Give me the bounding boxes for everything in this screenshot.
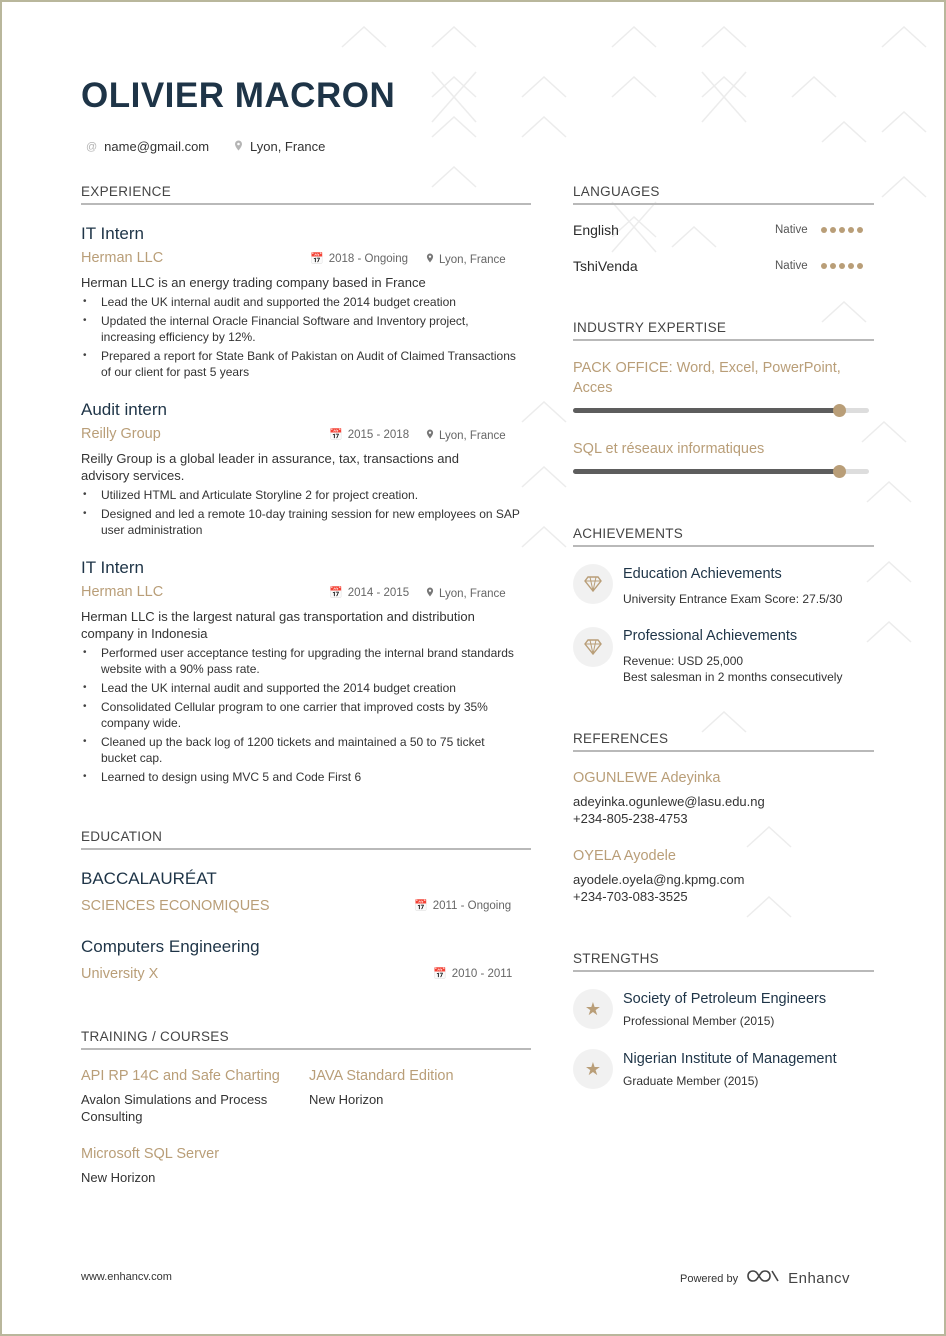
job-dates: 📅 2014 - 2015 bbox=[329, 586, 410, 599]
reference-email: adeyinka.ogunlewe@lasu.edu.ng bbox=[573, 794, 765, 809]
language-dots bbox=[821, 227, 863, 233]
list-item: • Utilized HTML and Articulate Storyline 2 for project creation. bbox=[81, 487, 521, 503]
section-rule bbox=[81, 848, 531, 850]
map-pin-icon bbox=[426, 253, 434, 266]
reference-phone: +234-805-238-4753 bbox=[573, 811, 688, 826]
course-title: Microsoft SQL Server bbox=[81, 1146, 220, 1162]
reference-email: ayodele.oyela@ng.kpmg.com bbox=[573, 872, 745, 887]
job-location: Lyon, France bbox=[426, 253, 506, 266]
level-dot bbox=[848, 263, 854, 269]
language-dots bbox=[821, 263, 863, 269]
job-description: Herman LLC is the largest natural gas transportation and distribution company in Indonesia bbox=[81, 609, 475, 641]
list-item: • Lead the UK internal audit and supported the 2014 budget creation bbox=[81, 680, 521, 696]
language-name: English bbox=[573, 222, 619, 238]
course-title: API RP 14C and Safe Charting bbox=[81, 1068, 280, 1084]
job-company: Herman LLC bbox=[81, 250, 164, 266]
reference-name: OYELA Ayodele bbox=[573, 848, 676, 864]
education-degree: BACCALAURÉAT bbox=[81, 869, 217, 888]
section-title-education: EDUCATION bbox=[81, 829, 163, 844]
strength-detail: Professional Member (2015) bbox=[623, 1014, 775, 1028]
strength-detail: Graduate Member (2015) bbox=[623, 1074, 759, 1088]
level-dot bbox=[839, 263, 845, 269]
section-title-references: REFERENCES bbox=[573, 731, 669, 746]
skill-bar bbox=[573, 408, 869, 413]
skill-bar-fill bbox=[573, 469, 839, 474]
star-icon: ★ bbox=[573, 1049, 613, 1089]
level-dot bbox=[821, 263, 827, 269]
job-title: IT Intern bbox=[81, 224, 144, 243]
job-location: Lyon, France bbox=[426, 429, 506, 442]
section-rule bbox=[573, 750, 874, 752]
footer-brand bbox=[680, 1268, 850, 1289]
achievement-detail: University Entrance Exam Score: 27.5/30 bbox=[623, 592, 843, 606]
job-dates: 📅 2015 - 2018 bbox=[329, 428, 410, 441]
email-text: name@gmail.com bbox=[104, 139, 210, 154]
level-dot bbox=[839, 227, 845, 233]
section-title-industry: INDUSTRY EXPERTISE bbox=[573, 320, 727, 335]
achievement-detail: Best salesman in 2 months consecutively bbox=[623, 670, 843, 684]
list-item: • Consolidated Cellular program to one carrier that improved costs by 35% company wide. bbox=[81, 699, 521, 731]
list-item: • Cleaned up the back log of 1200 tickets and maintained a 50 to 75 ticket bucket cap. bbox=[81, 734, 521, 766]
powered-by-text: Powered by bbox=[680, 1272, 739, 1285]
reference-phone: +234-703-083-3525 bbox=[573, 889, 688, 904]
map-pin-icon bbox=[426, 429, 434, 442]
course-provider: New Horizon bbox=[309, 1092, 384, 1107]
level-dot bbox=[857, 263, 863, 269]
section-rule bbox=[81, 203, 531, 205]
strength-title: Nigerian Institute of Management bbox=[623, 1051, 837, 1067]
course-title: JAVA Standard Edition bbox=[309, 1068, 454, 1084]
at-icon: @ bbox=[86, 140, 98, 153]
language-level: Native bbox=[775, 260, 808, 272]
education-dates: 📅 2010 - 2011 bbox=[433, 967, 513, 980]
calendar-icon: 📅 bbox=[329, 587, 343, 599]
job-dates: 📅 2018 - Ongoing bbox=[310, 252, 408, 265]
job-bullets bbox=[81, 645, 521, 788]
education-degree: Computers Engineering bbox=[81, 937, 260, 956]
strength-title: Society of Petroleum Engineers bbox=[623, 991, 827, 1007]
diamond-icon bbox=[573, 564, 613, 604]
job-description: Herman LLC is an energy trading company based in France bbox=[81, 275, 426, 290]
enhancv-logo-icon bbox=[746, 1268, 780, 1289]
section-title-achievements: ACHIEVEMENTS bbox=[573, 526, 684, 541]
skill-bar bbox=[573, 469, 869, 474]
list-item: • Performed user acceptance testing for upgrading the internal brand standards website with a 90% pass rate. bbox=[81, 645, 521, 677]
location-text: Lyon, France bbox=[250, 139, 326, 154]
list-item: • Learned to design using MVC 5 and Code First 6 bbox=[81, 769, 521, 785]
section-title-experience: EXPERIENCE bbox=[81, 184, 172, 199]
skill-bar-fill bbox=[573, 408, 839, 413]
calendar-icon: 📅 bbox=[329, 429, 343, 441]
diamond-icon bbox=[573, 627, 613, 667]
language-level: Native bbox=[775, 224, 808, 236]
section-rule bbox=[573, 339, 874, 341]
level-dot bbox=[821, 227, 827, 233]
skill-name: PACK OFFICE: Word, Excel, PowerPoint, Acces bbox=[573, 360, 841, 396]
job-bullets bbox=[81, 487, 521, 541]
language-name: TshiVenda bbox=[573, 258, 638, 274]
achievement-title: Professional Achievements bbox=[623, 628, 798, 644]
job-location: Lyon, France bbox=[426, 587, 506, 600]
education-dates: 📅 2011 - Ongoing bbox=[414, 899, 512, 912]
job-title: IT Intern bbox=[81, 558, 144, 577]
contact-email bbox=[86, 139, 209, 154]
education-field: SCIENCES ECONOMIQUES bbox=[81, 898, 270, 914]
achievement-title: Education Achievements bbox=[623, 566, 782, 582]
map-pin-icon bbox=[234, 140, 243, 154]
course-provider: Avalon Simulations and Process Consulting bbox=[81, 1092, 268, 1124]
level-dot bbox=[857, 227, 863, 233]
section-title-strengths: STRENGTHS bbox=[573, 951, 659, 966]
level-dot bbox=[830, 263, 836, 269]
list-item: • Lead the UK internal audit and supported the 2014 budget creation bbox=[81, 294, 521, 310]
section-title-training: TRAINING / COURSES bbox=[81, 1029, 229, 1044]
star-icon: ★ bbox=[573, 989, 613, 1029]
skill-name: SQL et réseaux informatiques bbox=[573, 441, 765, 457]
job-company: Reilly Group bbox=[81, 426, 161, 442]
brand-name: Enhancv bbox=[788, 1270, 850, 1287]
list-item: • Designed and led a remote 10-day training session for new employees on SAP user administration bbox=[81, 506, 521, 538]
calendar-icon: 📅 bbox=[433, 968, 447, 980]
level-dot bbox=[830, 227, 836, 233]
map-pin-icon bbox=[426, 587, 434, 600]
job-title: Audit intern bbox=[81, 400, 167, 419]
list-item: • Prepared a report for State Bank of Pakistan on Audit of Claimed Transactions of our client for past 5 years bbox=[81, 348, 521, 380]
skill-bar-knob bbox=[833, 404, 846, 417]
job-company: Herman LLC bbox=[81, 584, 164, 600]
candidate-name: OLIVIER MACRON bbox=[81, 76, 396, 115]
level-dot bbox=[848, 227, 854, 233]
calendar-icon: 📅 bbox=[310, 253, 324, 265]
course-provider: New Horizon bbox=[81, 1170, 156, 1185]
job-description: Reilly Group is a global leader in assurance, tax, transactions and advisory services. bbox=[81, 451, 459, 483]
achievement-detail: Revenue: USD 25,000 bbox=[623, 654, 744, 668]
job-bullets bbox=[81, 294, 521, 383]
section-rule bbox=[81, 1048, 531, 1050]
list-item: • Updated the internal Oracle Financial Software and Inventory project, increasing efficiency by 12%. bbox=[81, 313, 521, 345]
contact-location bbox=[234, 139, 325, 154]
section-rule bbox=[573, 203, 874, 205]
education-field: University X bbox=[81, 966, 159, 982]
skill-bar-knob bbox=[833, 465, 846, 478]
calendar-icon: 📅 bbox=[414, 900, 428, 912]
section-title-languages: LANGUAGES bbox=[573, 184, 660, 199]
reference-name: OGUNLEWE Adeyinka bbox=[573, 770, 721, 786]
section-rule bbox=[573, 970, 874, 972]
section-rule bbox=[573, 545, 874, 547]
footer-website[interactable]: www.enhancv.com bbox=[81, 1271, 172, 1283]
